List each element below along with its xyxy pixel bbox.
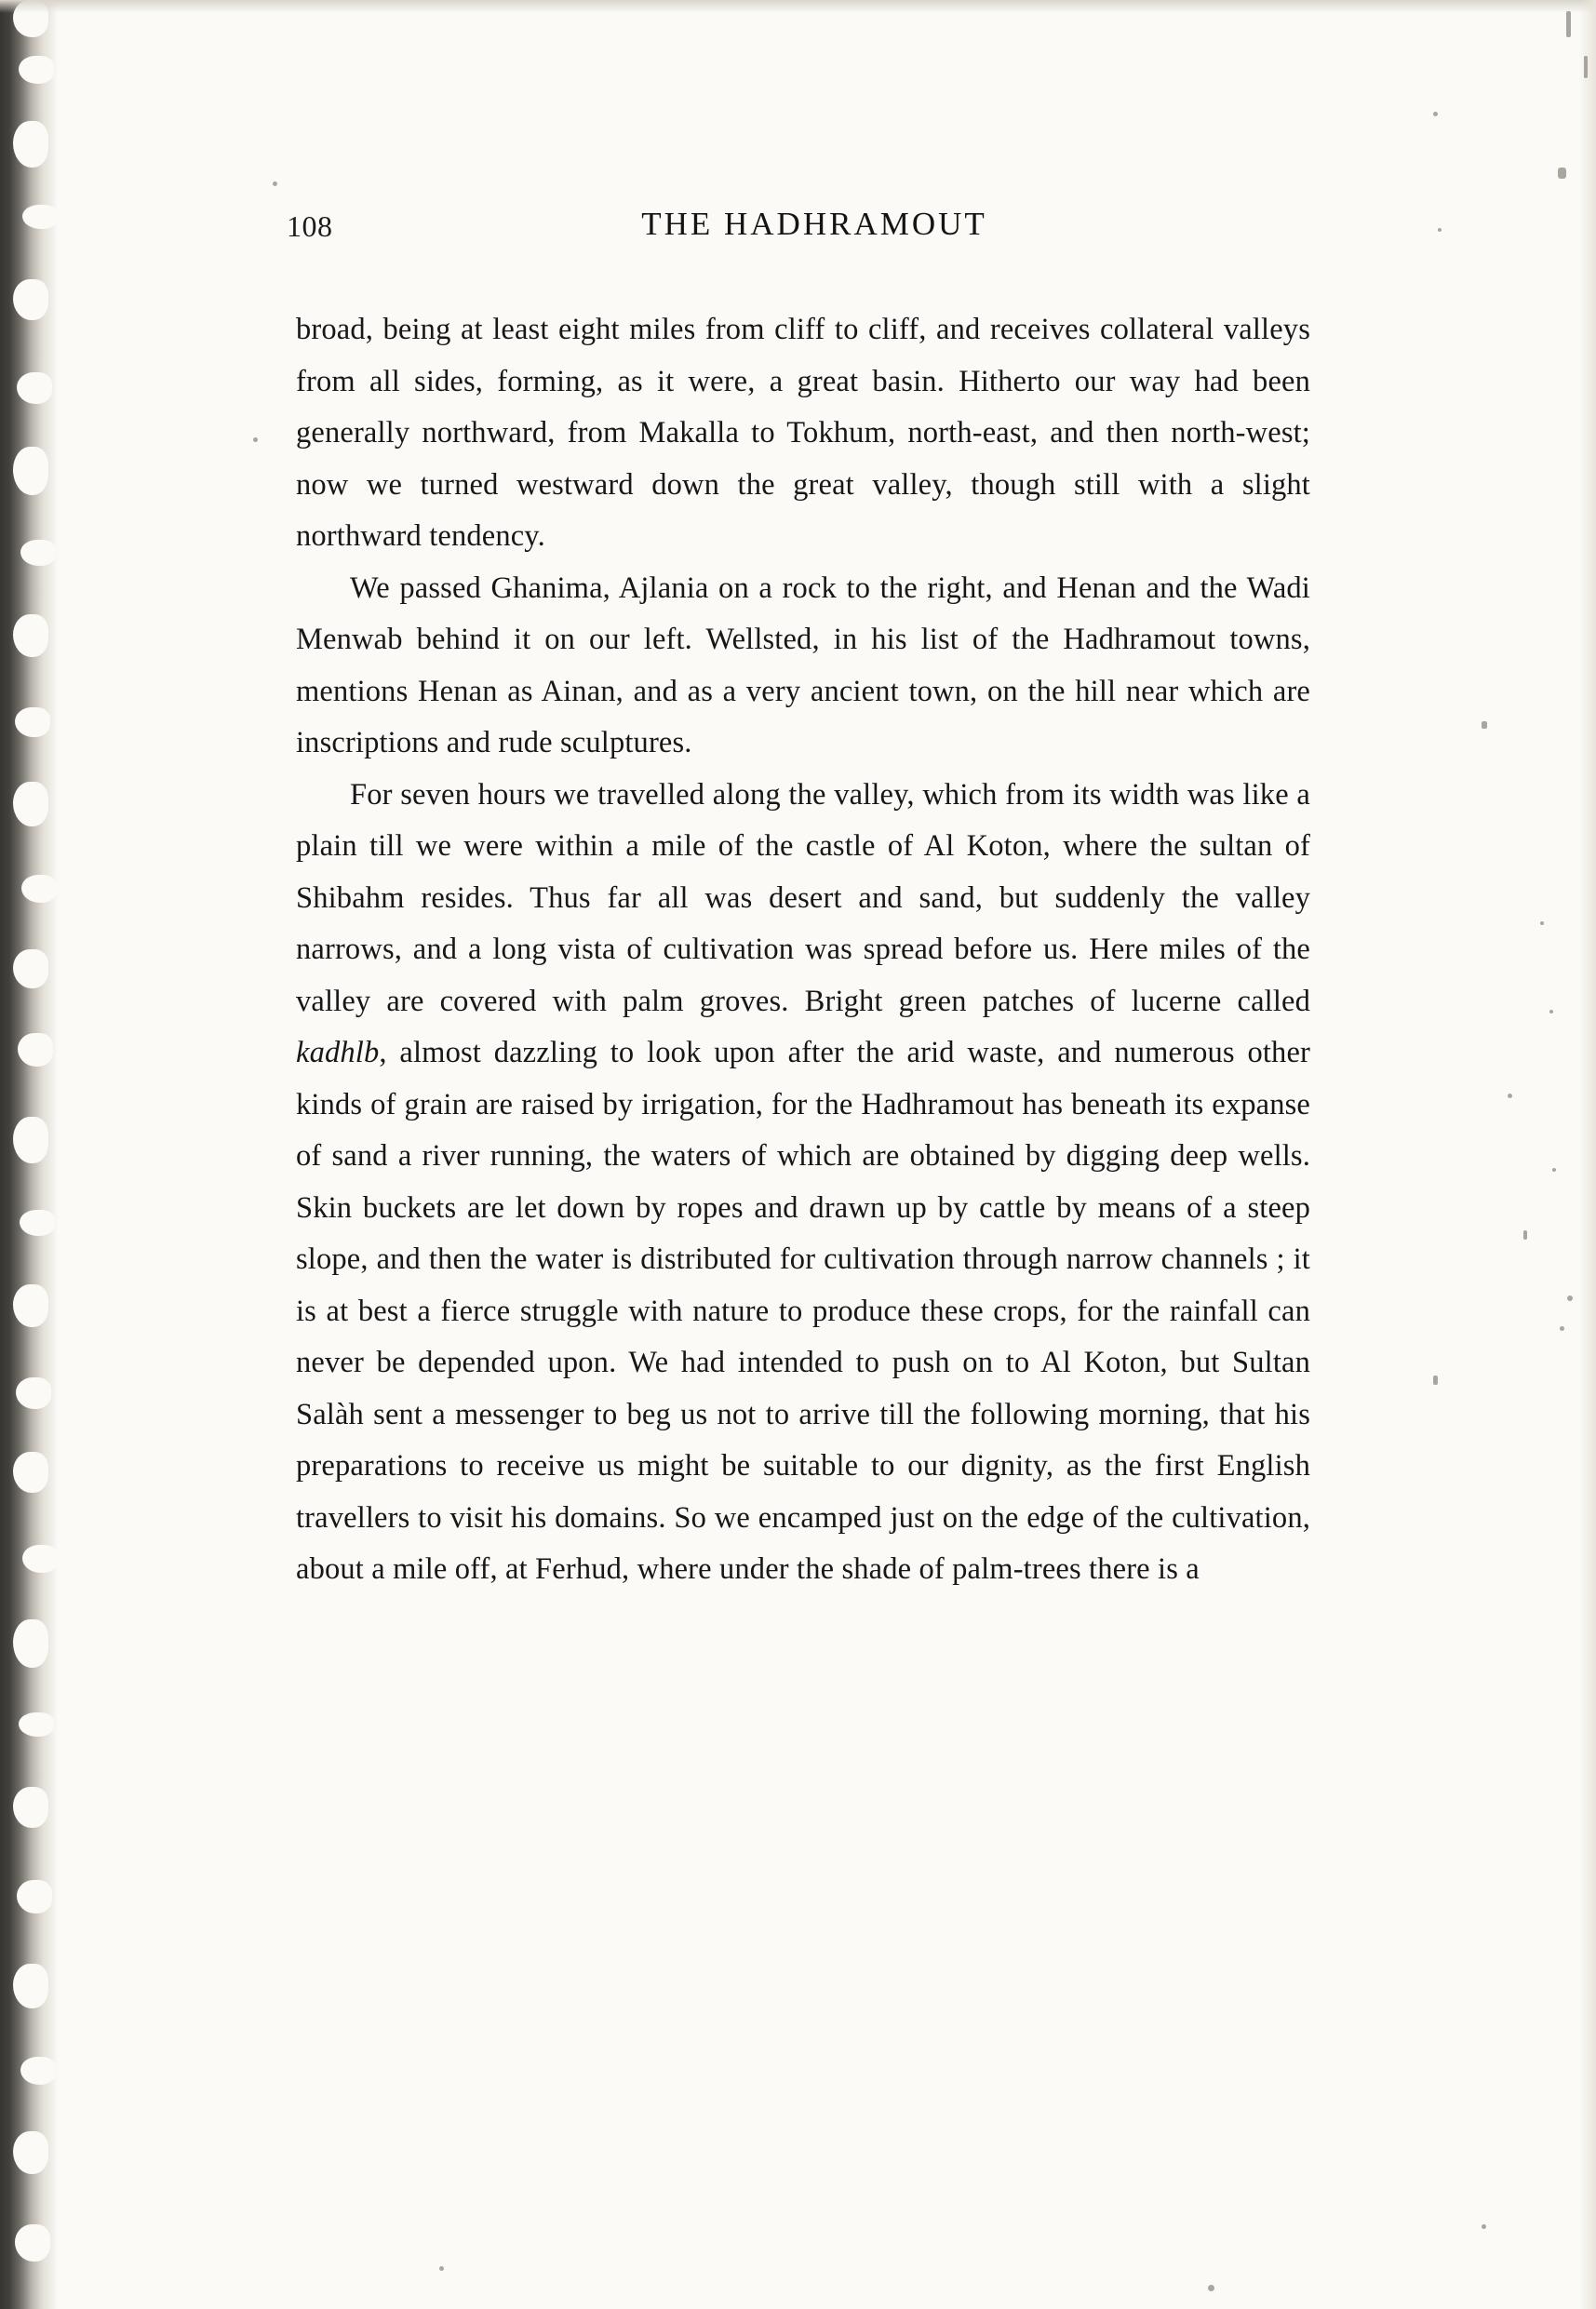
scan-speck bbox=[1552, 1168, 1556, 1172]
running-head: THE HADHRAMOUT bbox=[641, 206, 987, 242]
scan-speck bbox=[1549, 1010, 1553, 1014]
scan-left-edge bbox=[0, 0, 58, 2309]
scan-speck bbox=[1540, 921, 1544, 925]
page-number: 108 bbox=[287, 209, 333, 243]
scan-speck bbox=[1482, 2224, 1486, 2229]
scan-speck bbox=[1584, 56, 1588, 78]
scan-speck bbox=[1567, 1295, 1573, 1301]
italic-term: kadhlb bbox=[296, 1036, 380, 1069]
scan-speck bbox=[1438, 228, 1442, 232]
paragraph: broad, being at least eight miles from cliff to cliff, and receives collateral valleys from all sides, forming, as it were, a great basin. Hitherto our way had been generally northward, from Makalla to Tokhum, north-east, and then north-west; now we turned westward down the great valley, though still with a slight northward tendency. bbox=[296, 313, 1310, 553]
page-content bbox=[287, 200, 1310, 1596]
paragraph-text-before-italic: For seven hours we travelled along the valley, which from its width was like a plain till we were within a mile of the castle of Al Koton, where the sultan of Shibahm resides. Thus far all was desert and sand, but suddenly the valley narrows, and a long vista of cultivation was spread before us. Here miles of the valley are covered with palm groves. Bright green patches of lucerne called bbox=[296, 777, 1310, 1018]
scan-speck bbox=[1560, 1326, 1564, 1331]
paragraph-text-after-italic: , almost dazzling to look upon after the arid waste, and numerous other kinds of grain are raised by irrigation, for the Hadhramout has beneath its expanse of sand a river running, the waters of which are obtained by digging deep wells. Skin buckets are let down by ropes and drawn up by cattle by means of a steep slope, and then the water is distributed for cultivation through narrow channels ; it is at best a fierce struggle with nature to produce these crops, for the rainfall can never be depended upon. We had intended to push on to Al Koton, but Sultan Salàh sent a messenger to beg us not to arrive till the following morning, that his preparations to receive us might be suitable to our dignity, as the first English travellers to visit his domains. So we encamped just on the edge of the cultivation, about a mile off, at Ferhud, where under the shade of palm-trees there is a bbox=[296, 1036, 1310, 1586]
scan-top-edge bbox=[0, 0, 1596, 13]
scan-speck bbox=[1482, 721, 1487, 729]
scan-speck bbox=[1566, 11, 1571, 37]
scan-speck bbox=[1508, 1094, 1512, 1098]
paragraph: We passed Ghanima, Ajlania on a rock to the right, and Henan and the Wadi Menwab behind it on our left. Wellsted, in his list of the Hadhramout towns, mentions Henan as Ainan, and as a very ancient town, on the hill near which are inscriptions and rude sculptures. bbox=[296, 571, 1310, 759]
scan-speck bbox=[439, 2266, 444, 2271]
scan-speck bbox=[253, 437, 258, 442]
scan-speck bbox=[1433, 1376, 1438, 1385]
page-header bbox=[287, 200, 1310, 265]
scan-speck bbox=[1208, 2285, 1214, 2291]
scan-right-edge bbox=[1579, 0, 1596, 2309]
body-text bbox=[296, 304, 1310, 1596]
scan-speck bbox=[273, 181, 277, 186]
scan-speck bbox=[1523, 1230, 1527, 1240]
scan-speck bbox=[1558, 168, 1566, 179]
paragraph bbox=[296, 770, 1310, 1596]
scan-speck bbox=[1433, 112, 1438, 116]
scan-edge-ragged-mask bbox=[13, 0, 50, 2309]
